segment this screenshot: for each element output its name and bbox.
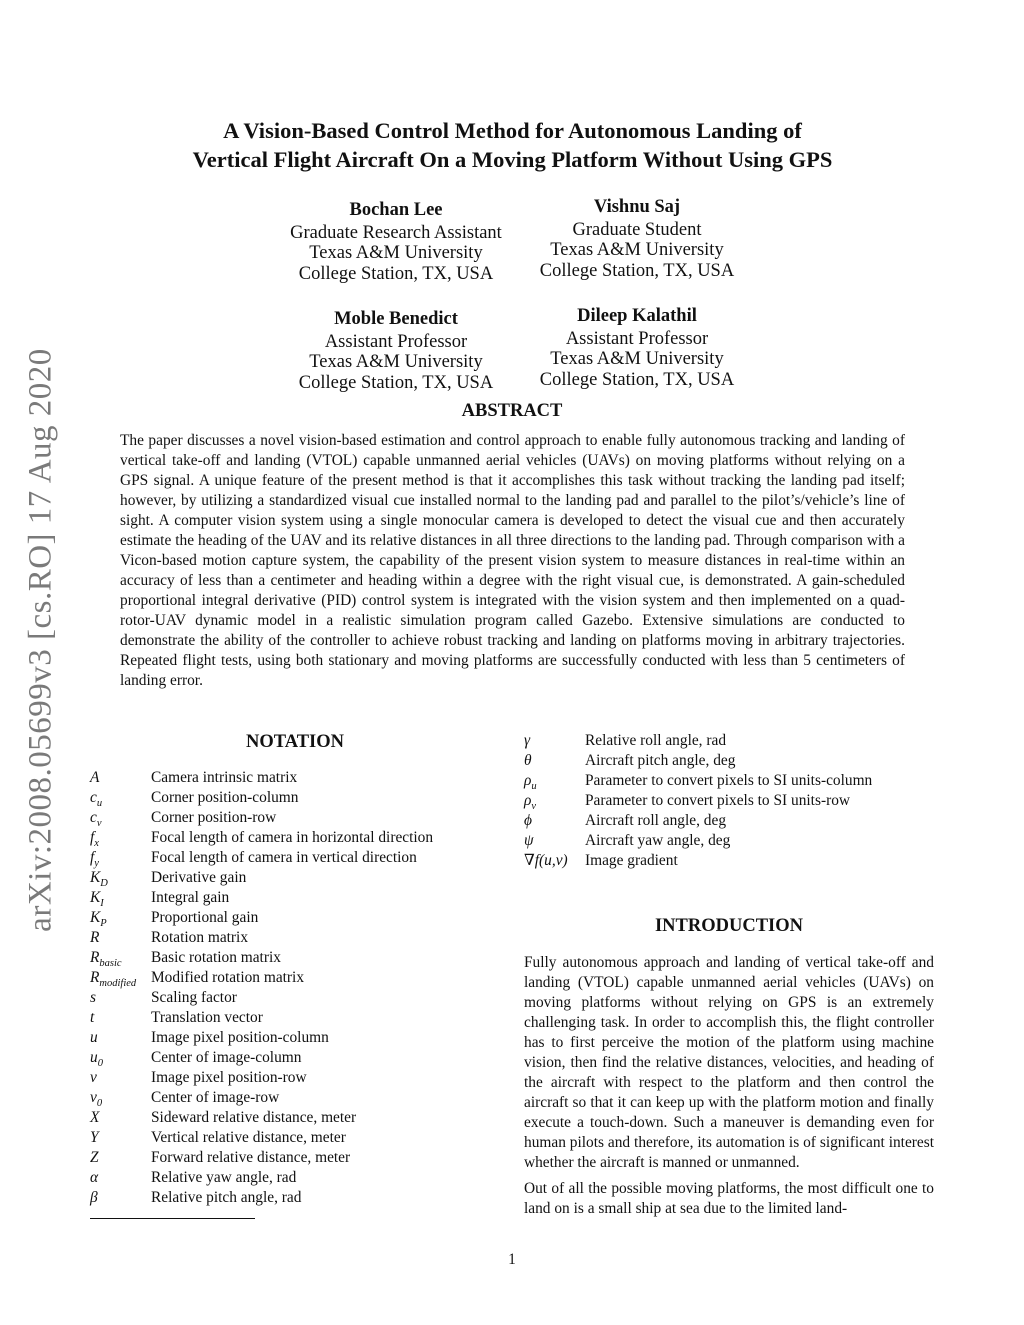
- author-name: Bochan Lee: [349, 200, 443, 220]
- notation-symbol-subscript: v: [531, 801, 537, 813]
- notation-description: Translation vector: [151, 1009, 263, 1026]
- notation-symbol: [524, 771, 585, 791]
- notation-row: [90, 848, 490, 868]
- notation-description: Camera intrinsic matrix: [151, 769, 298, 786]
- author-block: [270, 200, 522, 284]
- notation-symbol: [90, 788, 151, 808]
- notation-description: Derivative gain: [151, 869, 247, 886]
- notation-row: [90, 1148, 490, 1168]
- notation-description: Scaling factor: [151, 989, 237, 1006]
- arxiv-identifier-stamp[interactable]: arXiv:2008.05699v3 [cs.RO] 17 Aug 2020: [22, 348, 59, 932]
- notation-row: [90, 1008, 490, 1028]
- notation-description: Relative yaw angle, rad: [151, 1169, 297, 1186]
- author-role: Assistant Professor: [565, 328, 709, 349]
- notation-symbol-subscript: u: [96, 798, 103, 810]
- author-role: Assistant Professor: [324, 331, 468, 352]
- notation-symbol: [90, 1148, 151, 1168]
- notation-description: Proportional gain: [151, 909, 259, 926]
- notation-description: Aircraft roll angle, deg: [585, 812, 727, 829]
- notation-row: [524, 831, 934, 851]
- notation-symbol-base: u: [90, 1029, 98, 1046]
- title-line-1: A Vision-Based Control Method for Autonomous Landing of: [223, 118, 802, 143]
- page-number: 1: [508, 1251, 516, 1268]
- notation-row: [90, 1068, 490, 1088]
- notation-symbol-subscript: P: [100, 918, 107, 930]
- notation-description: Basic rotation matrix: [151, 949, 281, 966]
- notation-symbol: [90, 808, 151, 828]
- notation-symbol-base: α: [90, 1169, 99, 1186]
- notation-symbol: [90, 988, 151, 1008]
- notation-row: [90, 828, 490, 848]
- notation-row: [90, 1048, 490, 1068]
- notation-row: [90, 928, 490, 948]
- notation-symbol-base: Y: [90, 1129, 99, 1146]
- abstract-text: The paper discusses a novel vision-based estimation and control approach to enable fully autonomous tracking and landing of vertical take-off and landing (VTOL) capable unmanned aerial vehicles (UAVs) on moving platforms without relying on a GPS signal. A unique feature of the present method is that it accomplishes this task without tracking the landing pad itself; however, by utilizing a standardized visual cue installed normal to the landing pad and parallel to the pilot’s/vehicle’s line of sight. A computer vision system using a single monocular camera is developed to detect the visual cue and then accurately estimate the heading of the UAV and its relative distances in all three directions to the landing pad. Through comparison with a Vicon-based motion capture system, the capability of the present vision system to measure distances in real-time within an accuracy of less than a centimeter and heading within a degree with the right visual cue, is demonstrated. A gain-scheduled proportional integral derivative (PID) control system is integrated with the vision system and then implemented on a quad-rotor-UAV dynamic model in a realistic simulation program called Gazebo. Extensive simulations are conducted to demonstrate the ability of the controller to achieve robust tracking and landing on platforms moving in arbitrary trajectories. Repeated flight tests, using both stationary and moving platforms are successfully conducted with less than 5 centimeters of landing error.: [120, 432, 905, 689]
- author-name: Vishnu Saj: [593, 197, 681, 217]
- notation-description: Image gradient: [585, 852, 678, 869]
- notation-description: Aircraft pitch angle, deg: [585, 752, 736, 769]
- notation-row: [90, 968, 490, 988]
- notation-row: [90, 768, 490, 788]
- author-location: College Station, TX, USA: [298, 372, 494, 393]
- notation-symbol-base: v: [90, 1069, 97, 1086]
- notation-symbol-subscript: x: [94, 838, 99, 850]
- notation-symbol-base: c: [90, 809, 97, 826]
- notation-symbol: [524, 851, 585, 871]
- notation-symbol-subscript: 0: [97, 1058, 103, 1070]
- notation-description: Center of image-column: [151, 1049, 302, 1066]
- title-line-2: Vertical Flight Aircraft On a Moving Platform Without Using GPS: [192, 147, 833, 172]
- author-location: College Station, TX, USA: [539, 260, 735, 281]
- notation-symbol-base: t: [90, 1009, 95, 1026]
- notation-symbol: [90, 948, 151, 968]
- notation-row: [524, 811, 934, 831]
- notation-description: Focal length of camera in horizontal direction: [151, 829, 434, 846]
- notation-symbol: [524, 731, 585, 751]
- notation-symbol-base: K: [90, 909, 101, 926]
- author-name: Moble Benedict: [334, 309, 458, 329]
- author-location: College Station, TX, USA: [298, 263, 494, 284]
- notation-description: Rotation matrix: [151, 929, 249, 946]
- notation-list-right: [524, 731, 934, 871]
- notation-row: [524, 771, 934, 791]
- notation-row: [90, 868, 490, 888]
- notation-description: Image pixel position-row: [151, 1069, 307, 1086]
- notation-description: Vertical relative distance, meter: [151, 1129, 346, 1146]
- notation-description: Modified rotation matrix: [151, 969, 305, 986]
- notation-symbol-subscript: u: [531, 781, 537, 793]
- notation-symbol: [90, 1008, 151, 1028]
- notation-row: [90, 1128, 490, 1148]
- notation-symbol-base: ρ: [524, 792, 532, 809]
- notation-symbol-base: s: [90, 989, 96, 1006]
- notation-row: [90, 988, 490, 1008]
- notation-description: Image pixel position-column: [151, 1029, 329, 1046]
- notation-symbol-base: v: [90, 1089, 97, 1106]
- notation-symbol: [90, 908, 151, 928]
- abstract-heading: ABSTRACT: [461, 401, 563, 421]
- notation-row: [524, 791, 934, 811]
- notation-symbol: [90, 1128, 151, 1148]
- introduction-paragraph: Fully autonomous approach and landing of vertical take-off and landing (VTOL) capable unmanned aerial vehicles (UAVs) on moving platforms without relying on GPS is an extremely challenging task. In order to accomplish this, the flight controller has to first perceive the motion of the platform using machine vision, then find the relative distances, velocities, and heading of the aircraft with respect to the platform and then control the aircraft so that it can keep up with the platform motion and finally execute a touch-down. Such a maneuver is demanding even for human pilots and therefore, its automation is of significant interest whether the aircraft is manned or unmanned.: [524, 954, 934, 1171]
- footnote-rule: [90, 1218, 255, 1219]
- notation-symbol-base: R: [90, 949, 100, 966]
- notation-symbol-base: R: [90, 929, 100, 946]
- notation-description: Sideward relative distance, meter: [151, 1109, 357, 1126]
- notation-symbol-base: A: [90, 769, 100, 786]
- notation-symbol: [524, 791, 585, 811]
- notation-row: [90, 908, 490, 928]
- notation-symbol: [90, 848, 151, 868]
- notation-symbol-base: ϕ: [524, 812, 532, 829]
- notation-description: Corner position-row: [151, 809, 277, 826]
- notation-symbol: [90, 868, 151, 888]
- notation-symbol-base: K: [90, 889, 101, 906]
- notation-row: [90, 888, 490, 908]
- notation-description: Forward relative distance, meter: [151, 1149, 351, 1166]
- notation-description: Parameter to convert pixels to SI units-column: [585, 772, 873, 789]
- author-institution: Texas A&M University: [309, 352, 483, 372]
- notation-row: [524, 851, 934, 871]
- introduction-heading: INTRODUCTION: [654, 916, 804, 936]
- author-block: [516, 197, 758, 281]
- author-institution: Texas A&M University: [309, 243, 483, 263]
- introduction-body: [524, 953, 934, 1225]
- notation-symbol: [90, 768, 151, 788]
- notation-description: Relative roll angle, rad: [585, 732, 727, 749]
- notation-symbol-base: ρ: [524, 772, 532, 789]
- notation-row: [90, 1028, 490, 1048]
- notation-row: [90, 1108, 490, 1128]
- notation-symbol-base: θ: [524, 752, 532, 769]
- notation-heading: NOTATION: [246, 732, 344, 752]
- notation-symbol-base: R: [90, 969, 100, 986]
- paper-title: [120, 116, 905, 174]
- notation-symbol-subscript: basic: [99, 958, 122, 970]
- author-institution: Texas A&M University: [550, 349, 724, 369]
- notation-symbol: [90, 1048, 151, 1068]
- author-role: Graduate Student: [572, 219, 702, 240]
- notation-list-left: [90, 768, 490, 1208]
- notation-description: Focal length of camera in vertical direction: [151, 849, 417, 866]
- notation-row: [90, 948, 490, 968]
- notation-symbol-base: K: [90, 869, 101, 886]
- notation-symbol-subscript: y: [94, 858, 99, 870]
- notation-symbol: [90, 1088, 151, 1108]
- notation-symbol-base: ∇f(u,v): [524, 852, 568, 869]
- notation-symbol: [90, 1068, 151, 1088]
- notation-symbol-subscript: D: [100, 878, 108, 890]
- notation-symbol: [524, 811, 585, 831]
- author-block: [270, 309, 522, 393]
- notation-description: Relative pitch angle, rad: [151, 1189, 302, 1206]
- notation-description: Center of image-row: [151, 1089, 280, 1106]
- author-institution: Texas A&M University: [550, 240, 724, 260]
- notation-description: Corner position-column: [151, 789, 299, 806]
- notation-row: [90, 788, 490, 808]
- notation-symbol: [524, 831, 585, 851]
- notation-symbol: [90, 1188, 151, 1208]
- notation-description: Aircraft yaw angle, deg: [585, 832, 731, 849]
- notation-symbol-base: γ: [524, 732, 531, 749]
- introduction-paragraph: Out of all the possible moving platforms, the most difficult one to land on is a small ship at sea due to the limited land-: [524, 1180, 934, 1217]
- notation-description: Integral gain: [151, 889, 230, 906]
- notation-symbol-subscript: v: [96, 818, 102, 830]
- notation-symbol-base: u: [90, 1049, 98, 1066]
- notation-description: Parameter to convert pixels to SI units-row: [585, 792, 850, 809]
- notation-row: [524, 751, 934, 771]
- notation-symbol: [90, 1168, 151, 1188]
- notation-symbol: [90, 1028, 151, 1048]
- notation-symbol-subscript: I: [100, 898, 104, 910]
- notation-symbol-subscript: 0: [96, 1098, 103, 1110]
- notation-symbol-base: f: [90, 849, 95, 866]
- notation-row: [524, 731, 934, 751]
- notation-symbol: [90, 828, 151, 848]
- author-block: [516, 306, 758, 390]
- notation-row: [90, 808, 490, 828]
- notation-symbol: [90, 968, 151, 988]
- notation-symbol-base: X: [90, 1109, 100, 1126]
- notation-symbol-base: Z: [90, 1149, 99, 1166]
- notation-symbol-base: ψ: [524, 832, 534, 849]
- notation-symbol-base: f: [90, 829, 95, 846]
- notation-row: [90, 1088, 490, 1108]
- notation-symbol: [524, 751, 585, 771]
- notation-symbol-base: β: [90, 1189, 98, 1206]
- notation-row: [90, 1168, 490, 1188]
- notation-symbol: [90, 1108, 151, 1128]
- notation-symbol: [90, 928, 151, 948]
- author-role: Graduate Research Assistant: [290, 222, 502, 243]
- notation-symbol: [90, 888, 151, 908]
- notation-symbol-subscript: modified: [99, 978, 137, 990]
- notation-symbol-base: c: [90, 789, 97, 806]
- author-location: College Station, TX, USA: [539, 369, 735, 390]
- author-name: Dileep Kalathil: [577, 306, 697, 326]
- notation-row: [90, 1188, 490, 1208]
